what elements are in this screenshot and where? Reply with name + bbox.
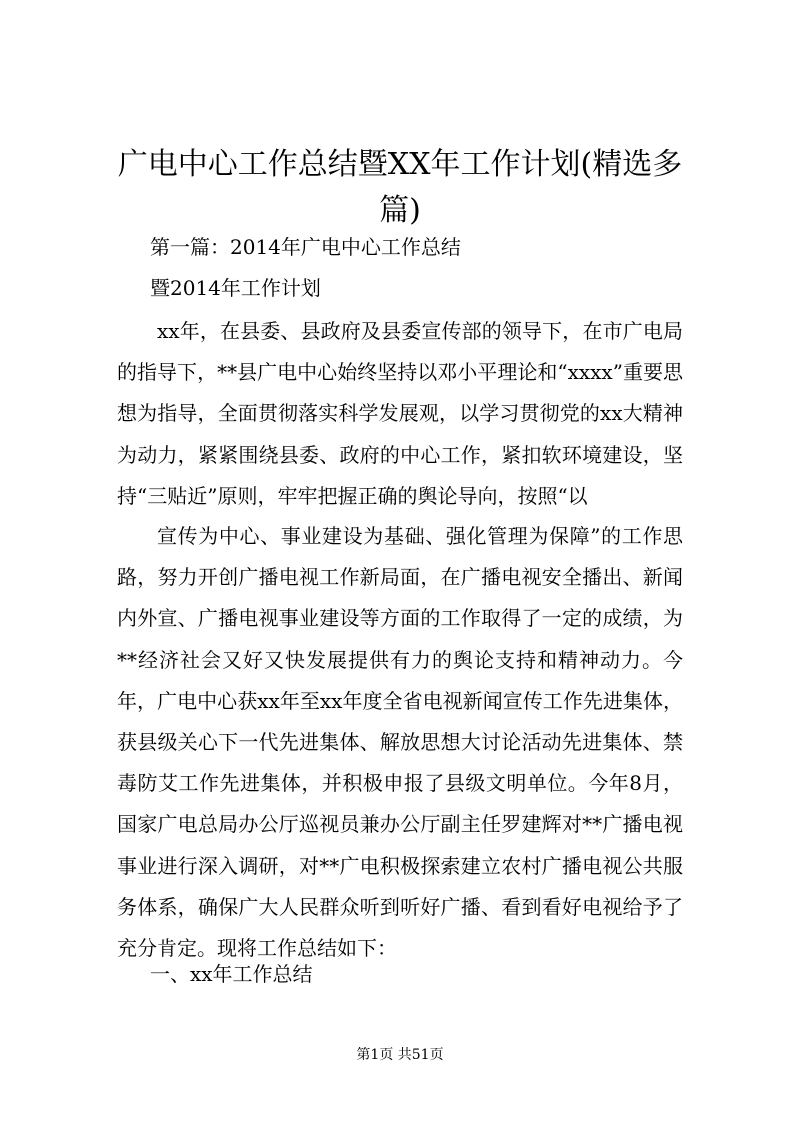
subtitle-line-2: 暨2014年工作计划	[150, 276, 321, 300]
body-paragraph-1: xx年，在县委、县政府及县委宣传部的领导下，在市广电局的指导下，**县广电中心始终坚持以邓小平理论和“xxxx”重要思想为指导，全面贯彻落实科学发展观，以学习贯彻党的xx大精神为动力，紧紧围绕县委、政府的中心工作，紧扣软环境建设，坚持“三贴近”原则，牢牢把握正确的舆论导向，按照“以	[117, 319, 683, 508]
subtitle-line-1: 第一篇：2014年广电中心工作总结	[150, 235, 461, 259]
body-paragraph-2: 宣传为中心、事业建设为基础、强化管理为保障”的工作思路，努力开创广播电视工作新局面，在广播电视安全播出、新闻内外宣、广播电视事业建设等方面的工作取得了一定的成绩，为**经济社会又好又快发展提供有力的舆论支持和精神动力。今年，广电中心获xx年至xx年度全省电视新闻宣传工作先进集体，获县级关心下一代先进集体、解放思想大讨论活动先进集体、禁毒防艾工作先进集体，并积极申报了县级文明单位。今年8月，国家广电总局办公厅巡视员兼办公厅副主任罗建辉对**广播电视事业进行深入调研，对**广电积极探索建立农村广播电视公共服务体系，确保广大人民群众听到听好广播、看到看好电视给予了充分肯定。现将工作总结如下：	[117, 524, 683, 961]
document-title: 广电中心工作总结暨XX年工作计划(精选多篇)	[117, 147, 683, 228]
section-heading: 一、xx年工作总结	[150, 962, 313, 986]
page-footer: 第1页 共51页	[356, 1047, 444, 1063]
